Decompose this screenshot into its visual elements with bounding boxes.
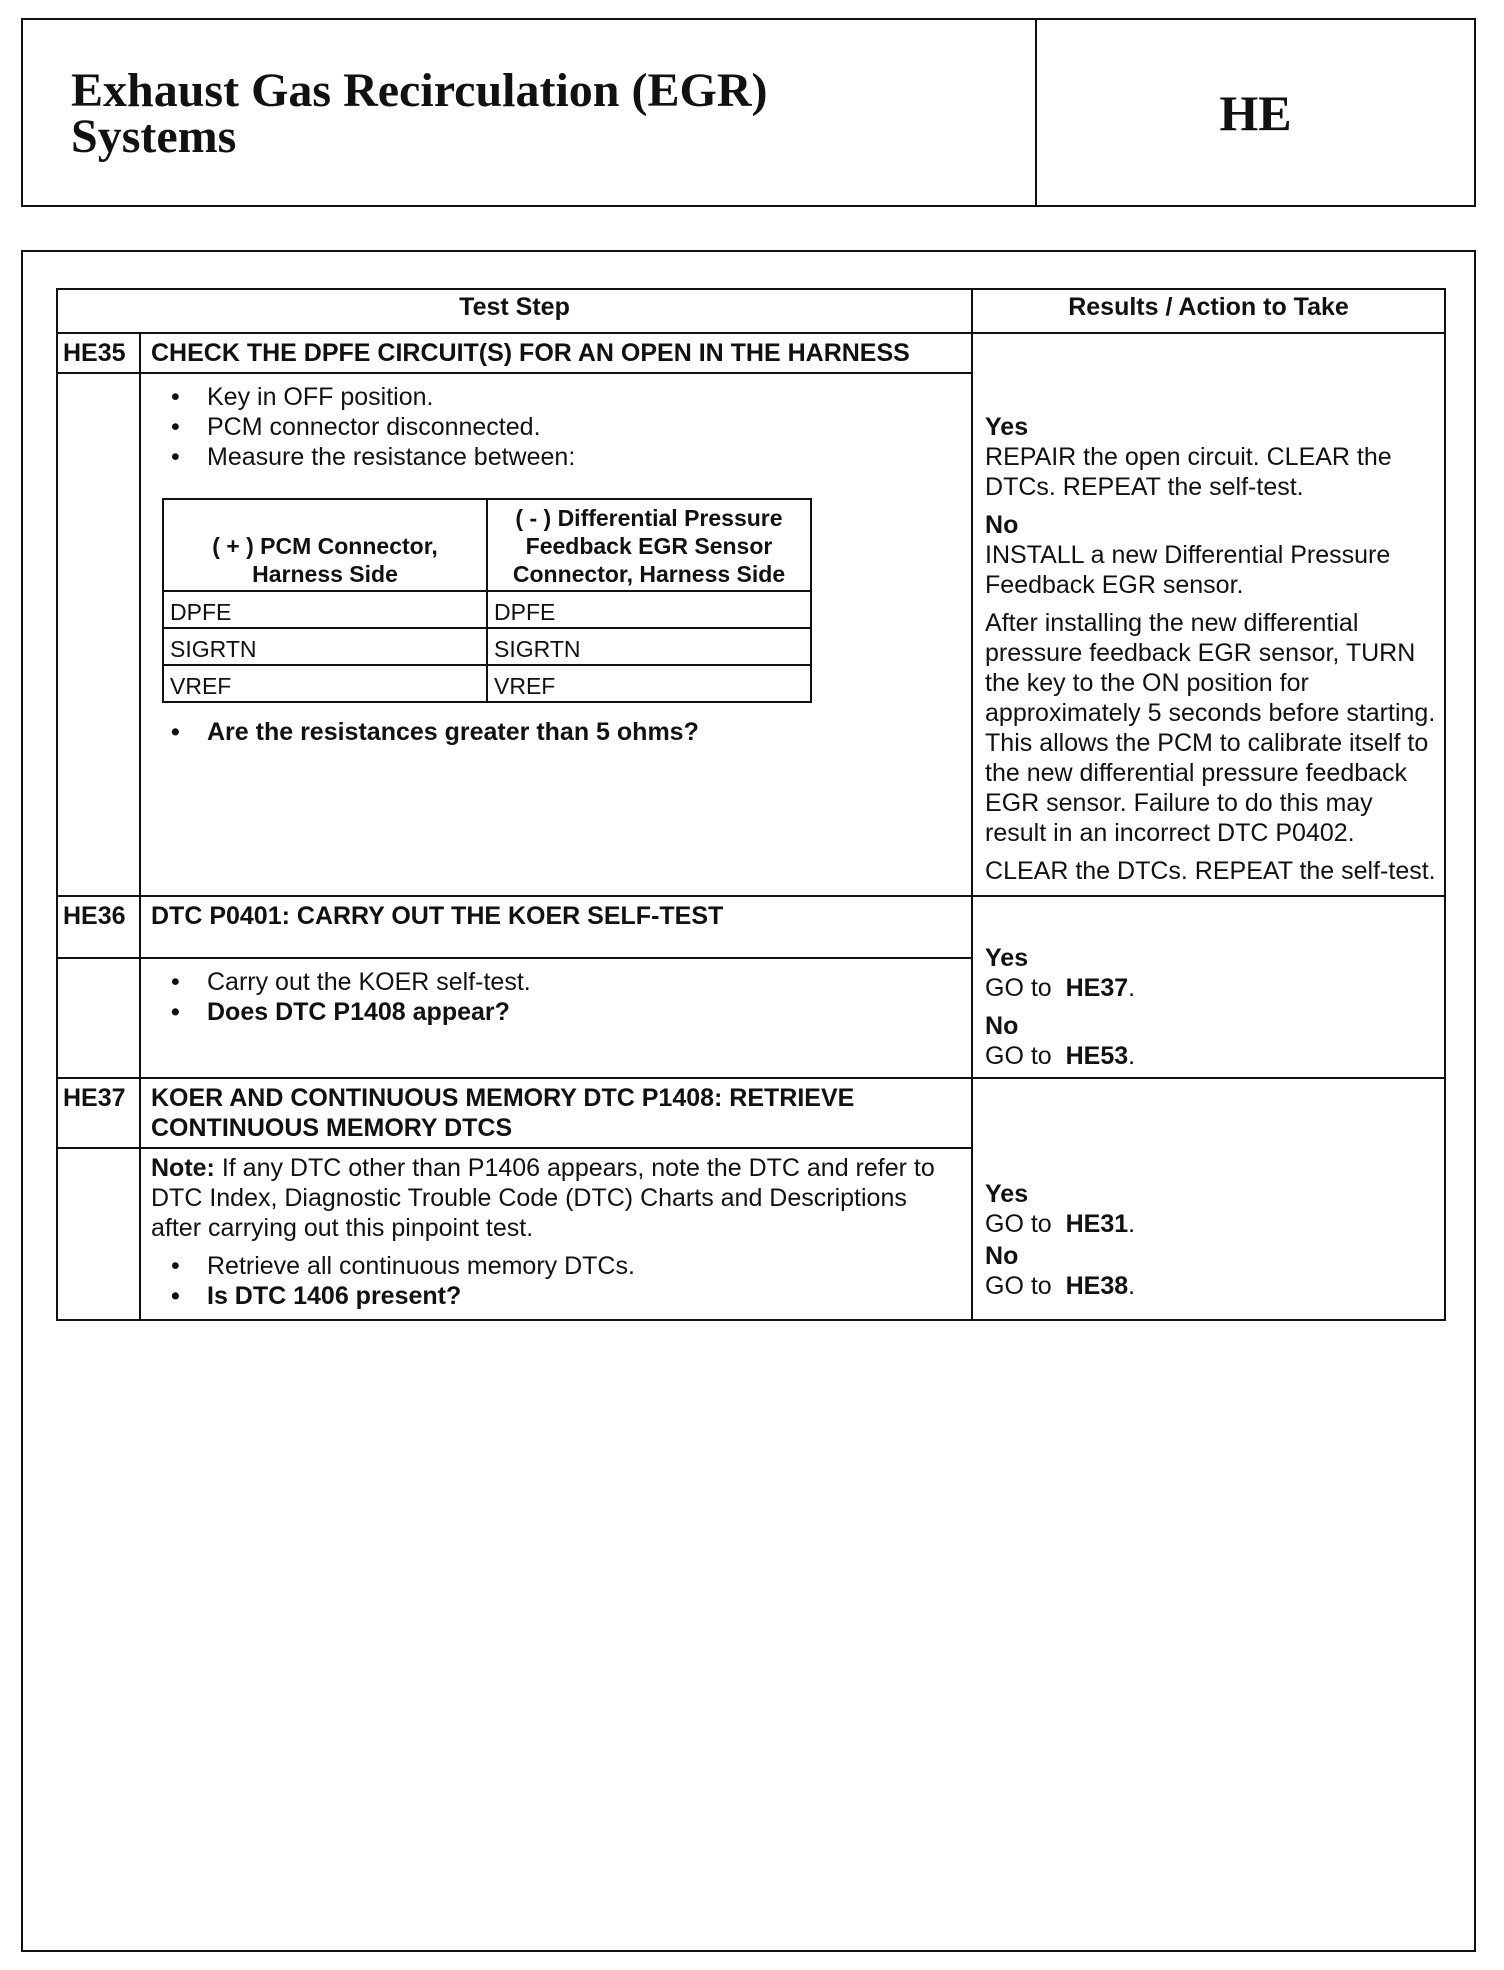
yes-label: Yes <box>985 1180 1029 1208</box>
step-title: DTC P0401: CARRY OUT THE KOER SELF-TEST <box>140 896 972 958</box>
table-row <box>163 628 811 665</box>
yes-target-step: HE37 <box>1065 974 1129 1002</box>
step-title-row <box>57 896 1445 958</box>
step-results <box>972 333 1445 896</box>
additional-instruction: CLEAR the DTCs. REPEAT the self-test. <box>985 857 1436 885</box>
step-body <box>140 1148 972 1320</box>
step-title: KOER AND CONTINUOUS MEMORY DTC P1408: RETRIEVE CONTINUOUS MEMORY DTCS <box>140 1078 972 1148</box>
table-cell: VREF <box>163 665 487 702</box>
table-cell: SIGRTN <box>487 628 811 665</box>
yes-action: REPAIR the open circuit. CLEAR the DTCs. REPEAT the self-test. <box>985 443 1392 501</box>
yes-label: Yes <box>985 944 1029 972</box>
step-question: • Are the resistances greater than 5 ohms? <box>171 717 963 747</box>
additional-instruction: After installing the new differential pressure feedback EGR sensor, TURN the key to the ON position for approximately 5 seconds before starting. This allows the PCM to calibrate itself to the new differential pressure feedback EGR sensor. Failure to do this may result in an incorrect DTC P0402. <box>985 609 1436 847</box>
table-cell: DPFE <box>487 591 811 628</box>
page-title-line1: Exhaust Gas Recirculation (EGR) <box>71 64 768 117</box>
step-title: CHECK THE DPFE CIRCUIT(S) FOR AN OPEN IN THE HARNESS <box>140 333 972 373</box>
list-item: • Retrieve all continuous memory DTCs. <box>171 1251 963 1281</box>
section-code: HE <box>1219 84 1292 141</box>
go-to-text: GO to <box>985 1042 1052 1070</box>
step-id: HE35 <box>57 333 140 373</box>
step-question: • Is DTC 1406 present? <box>171 1281 963 1311</box>
no-label: No <box>985 511 1019 539</box>
page-header <box>21 18 1476 207</box>
no-action: INSTALL a new Differential Pressure Feedback EGR sensor. <box>985 541 1391 599</box>
yes-target-step: HE31 <box>1065 1210 1129 1238</box>
table-row <box>163 591 811 628</box>
page-title <box>23 20 1037 205</box>
step-body <box>140 958 972 1078</box>
step-title-row <box>57 333 1445 373</box>
step-id: HE36 <box>57 896 140 958</box>
note-text: If any DTC other than P1406 appears, note the DTC and refer to DTC Index, Diagnostic Trouble Code (DTC) Charts and Descriptions after carrying out this pinpoint test. <box>151 1154 935 1242</box>
measurement-table <box>162 498 812 703</box>
no-target-step: HE53 <box>1065 1042 1129 1070</box>
step-title-row <box>57 1078 1445 1148</box>
step-question: • Does DTC P1408 appear? <box>171 997 963 1027</box>
no-label: No <box>985 1242 1019 1270</box>
go-to-text: GO to <box>985 1272 1052 1300</box>
note-label: Note: <box>151 1154 215 1182</box>
list-item: • Carry out the KOER self-test. <box>171 967 963 997</box>
page-title-line2: Systems <box>71 110 237 163</box>
list-item: • Key in OFF position. <box>171 382 963 412</box>
table-header-row <box>57 289 1445 333</box>
table-cell: DPFE <box>163 591 487 628</box>
step-body <box>140 373 972 896</box>
col-header-results: Results / Action to Take <box>972 289 1445 333</box>
table-cell: SIGRTN <box>163 628 487 665</box>
go-to-text: GO to <box>985 974 1052 1002</box>
list-item: • PCM connector disconnected. <box>171 412 963 442</box>
measure-col-plus: ( + ) PCM Connector, Harness Side <box>163 499 487 591</box>
go-to-text: GO to <box>985 1210 1052 1238</box>
step-results: Yes GO to HE31. No GO to HE38. <box>972 1078 1445 1320</box>
no-label: No <box>985 1012 1019 1040</box>
no-target-step: HE38 <box>1065 1272 1129 1300</box>
measure-col-minus: ( - ) Differential Pressure Feedback EGR Sensor Connector, Harness Side <box>487 499 811 591</box>
table-cell: VREF <box>487 665 811 702</box>
step-id: HE37 <box>57 1078 140 1148</box>
test-step-table <box>56 288 1446 1321</box>
yes-label: Yes <box>985 413 1029 441</box>
col-header-test-step: Test Step <box>57 289 972 333</box>
step-results: Yes GO to HE37. No GO to HE53. <box>972 896 1445 1078</box>
list-item: • Measure the resistance between: <box>171 442 963 472</box>
table-row <box>163 665 811 702</box>
step-note <box>151 1153 963 1243</box>
